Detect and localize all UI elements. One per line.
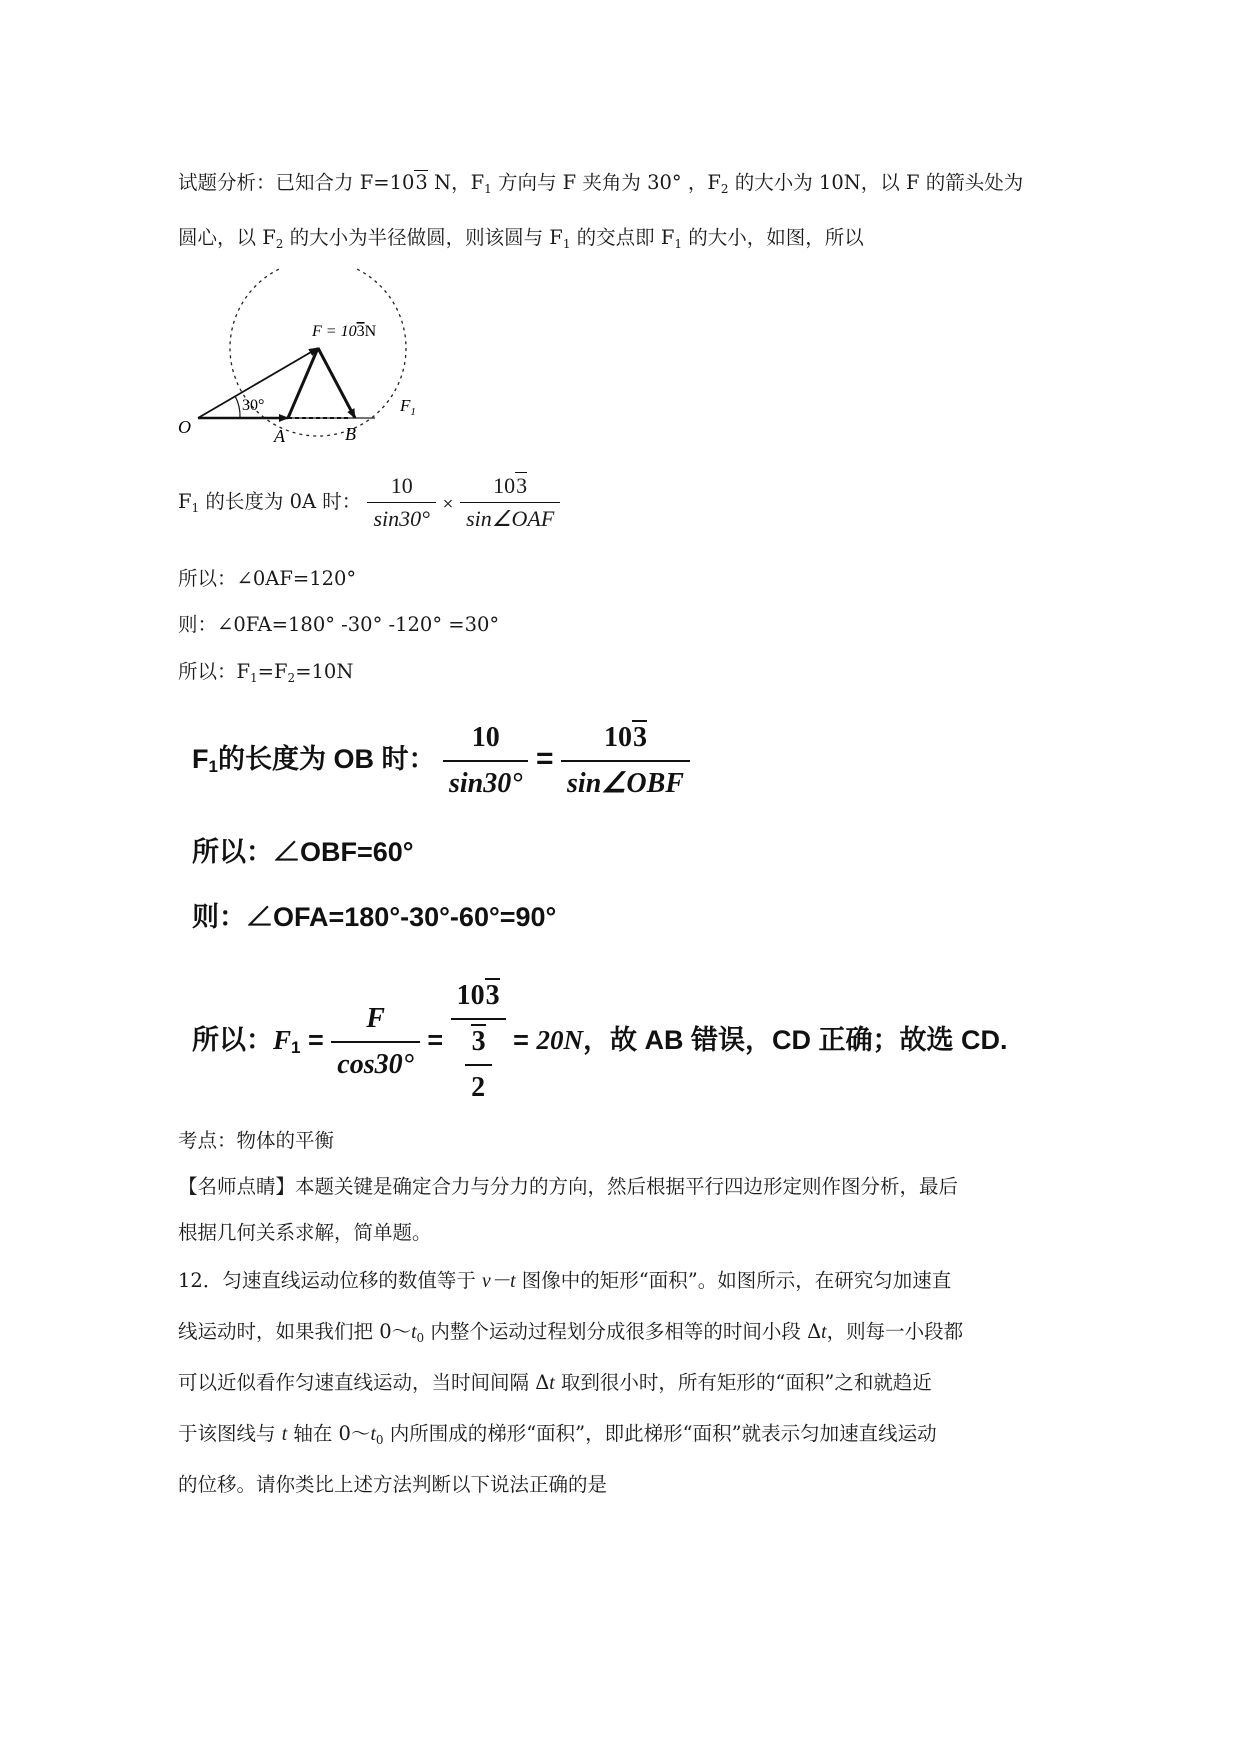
case-oa-angle: 所以：∠0AF=120°	[178, 567, 357, 590]
q12-line-5: 的位移。请你类比上述方法判断以下说法正确的是	[178, 1473, 608, 1496]
force-diagram	[170, 268, 430, 453]
case-oa-angle-ofa: 则：∠0FA=180° -30° -120° =30°	[178, 613, 500, 636]
vector-af	[288, 348, 318, 418]
fraction-nested: $\frac{103}{\frac{3}{2}}$	[451, 976, 506, 1108]
force-label: F = 103N	[312, 323, 377, 340]
case-ob-angle-ofa: 则：∠OFA=180°-30°-60°=90°	[192, 902, 557, 932]
case-ob-final: 所以：$F_1$ = $\frac{F}{\cos 30^\circ}$ = $\frac{103}{\frac{3}{2}}$ = 20N，故 AB 错误，CD 正确；故选 CD.	[192, 976, 1007, 1108]
q12-line-4: 于该图线与 t 轴在 $0\sim t_0$ 内所围成的梯形“面积”，即此梯形“面积”就表示匀加速直线运动	[178, 1422, 937, 1447]
mingshi-line-1: 【名师点睛】本题关键是确定合力与分力的方向，然后根据平行四边形定则作图分析，最后	[178, 1175, 959, 1198]
q12-line-1: 12．匀速直线运动位移的数值等于 v－t 图像中的矩形“面积”。如图所示，在研究匀加速直	[178, 1269, 952, 1292]
case-oa-equation: $F_1$ 的长度为 0A 时： $\frac{10}{\sin 30^\circ}$ × $\frac{103}{\text{sin∠OAF}}$	[178, 472, 560, 533]
vector-fb	[318, 348, 355, 418]
fraction-ob-10-sin30: $\frac{10}{\sin 30^\circ}$	[443, 718, 528, 804]
angle-arc	[235, 396, 240, 418]
kaodian: 考点：物体的平衡	[178, 1129, 335, 1152]
analysis-line-1: 试题分析：已知合力 F=103 N，$F_1$ 方向与 F 夹角为 30° ，$F_2$ 的大小为 10N，以 F 的箭头处为	[178, 171, 1024, 196]
f1-label: $F_1$	[400, 396, 416, 418]
point-o: O	[178, 417, 191, 437]
sqrt-3: 3	[415, 171, 428, 194]
point-b: B	[345, 424, 356, 444]
fraction-10sqrt3-sinOAF: $\frac{103}{\text{sin∠OAF}}$	[460, 472, 560, 533]
case-ob-equation: $F_1$的长度为 OB 时： $\frac{10}{\sin 30^\circ}$ = $\frac{103}{\text{sin∠OBF}}$	[192, 718, 690, 804]
fraction-10-sin30: $\frac{10}{\sin 30^\circ}$	[367, 472, 435, 533]
angle-label: 30°	[242, 397, 265, 414]
point-a: A	[274, 426, 285, 446]
q12-line-2: 线运动时，如果我们把 $0\sim t_0$ 内整个运动过程划分成很多相等的时间小段 Δt，则每一小段都	[178, 1320, 964, 1345]
fraction-ob-10sqrt3-sinOBF: $\frac{103}{\text{sin∠OBF}}$	[561, 718, 690, 804]
q12-line-3: 可以近似看作匀速直线运动，当时间间隔 Δt 取到很小时，所有矩形的“面积”之和就趋近	[178, 1371, 932, 1394]
case-ob-angle: 所以：∠OBF=60°	[192, 837, 414, 867]
mingshi-line-2: 根据几何关系求解，简单题。	[178, 1221, 432, 1244]
analysis-line-2: 圆心，以 $F_2$ 的大小为半径做圆，则该圆与 $F_1$ 的交点即 $F_1$ 的大小，如图，所以	[178, 226, 864, 251]
case-oa-result: 所以：$F_1=F_2=10N$	[178, 660, 354, 685]
fraction-f-cos30: $\frac{F}{\cos 30^\circ}$	[331, 999, 420, 1085]
